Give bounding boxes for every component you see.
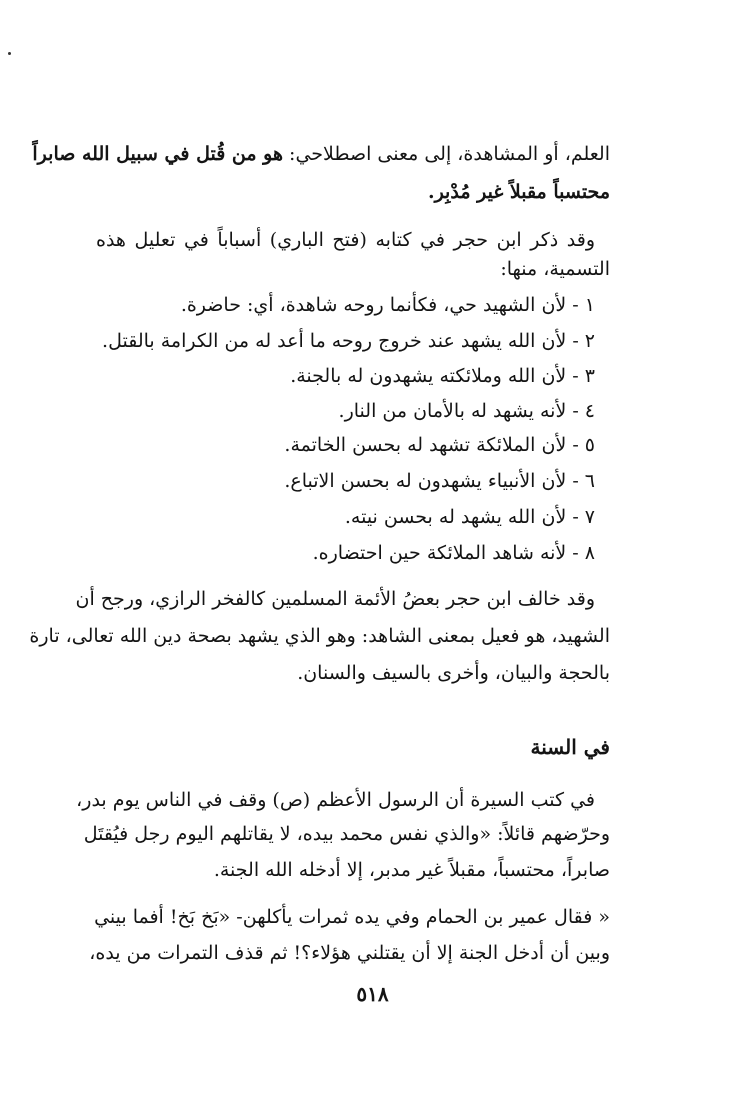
reason-item-4: ٤ - لأنه يشهد له بالأمان من النار. bbox=[338, 400, 595, 422]
paragraph-2-line-1: وقد ذكر ابن حجر في كتابه (فتح الباري) أسباباً في تعليل هذه bbox=[96, 229, 595, 251]
definition-intro-text: العلم، أو المشاهدة، إلى معنى اصطلاحي: bbox=[283, 143, 610, 165]
paragraph-3-line-2: الشهيد، هو فعيل بمعنى الشاهد: وهو الذي يشهد بصحة دين الله تعالى، تارة bbox=[29, 625, 610, 647]
reason-item-7: ٧ - لأن الله يشهد له بحسن نيته. bbox=[344, 506, 595, 528]
reason-item-6: ٦ - لأن الأنبياء يشهدون له بحسن الاتباع. bbox=[284, 470, 595, 492]
reason-item-5: ٥ - لأن الملائكة تشهد له بحسن الخاتمة. bbox=[284, 434, 595, 456]
paragraph-4-line-1: في كتب السيرة أن الرسول الأعظم (ص) وقف في الناس يوم بدر، bbox=[76, 789, 595, 811]
paragraph-1-line-1 bbox=[32, 140, 610, 168]
reason-item-8: ٨ - لأنه شاهد الملائكة حين احتضاره. bbox=[312, 542, 595, 564]
section-heading: في السنة bbox=[530, 735, 610, 759]
paragraph-4-line-3: صابراً، محتسباً، مقبلاً غير مدبر، إلا أدخله الله الجنة. bbox=[213, 859, 610, 881]
paragraph-5-line-2: وبين أن أدخل الجنة إلا أن يقتلني هؤلاء؟! ثم قذف التمرات من يده، bbox=[89, 942, 610, 964]
paragraph-4-line-2: وحرّضهم قائلاً: «والذي نفس محمد بيده، لا يقاتلهم اليوم رجل فيُقتَل bbox=[83, 823, 610, 845]
reason-item-2: ٢ - لأن الله يشهد عند خروج روحه ما أعد له من الكرامة بالقتل. bbox=[102, 330, 595, 352]
reason-item-1: ١ - لأن الشهيد حي، فكأنما روحه شاهدة، أي: حاضرة. bbox=[180, 294, 595, 316]
reason-item-3: ٣ - لأن الله وملائكته يشهدون له بالجنة. bbox=[290, 365, 595, 387]
paragraph-1-line-2: محتسباً مقبلاً غير مُدْبِر. bbox=[427, 181, 610, 203]
paragraph-5-line-1: « فقال عمير بن الحمام وفي يده ثمرات يأكلهن- «بَخ بَخ! أفما بيني bbox=[94, 906, 610, 928]
margin-speck bbox=[8, 52, 11, 55]
paragraph-3-line-1: وقد خالف ابن حجر بعضُ الأئمة المسلمين كالفخر الرازي، ورجح أن bbox=[75, 588, 595, 610]
page-number: ٥١٨ bbox=[356, 982, 389, 1006]
definition-bold-text: هو من قُتل في سبيل الله صابراً bbox=[32, 143, 283, 165]
paragraph-3-line-3: بالحجة والبيان، وأخرى بالسيف والسنان. bbox=[297, 662, 610, 684]
paragraph-2-line-2: التسمية، منها: bbox=[500, 258, 610, 280]
